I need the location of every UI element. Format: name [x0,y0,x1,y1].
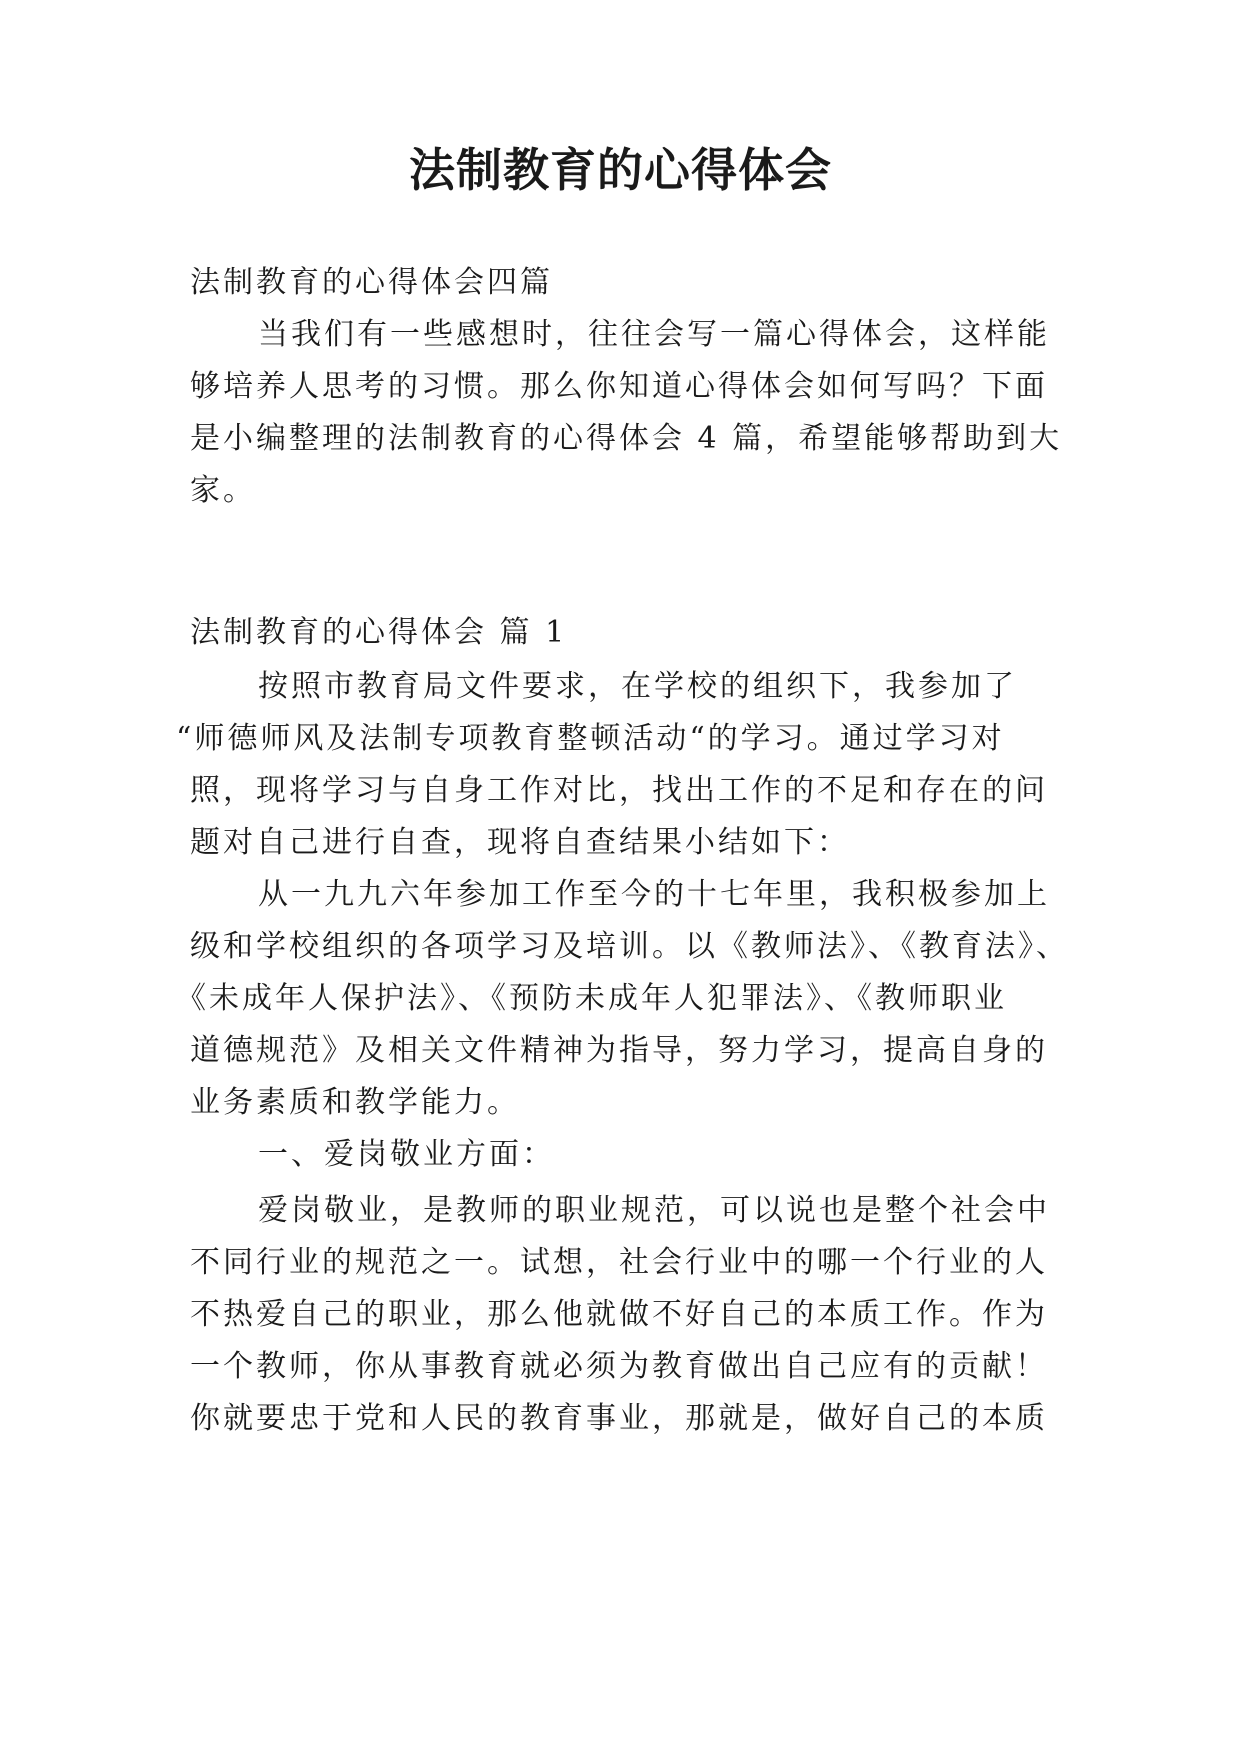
paragraph-line: 按照市教育局文件要求，在学校的组织下，我参加了 [258,669,1017,704]
intro-line: 够培养人思考的习惯。那么你知道心得体会如何写吗？下面 [190,369,1048,404]
paragraph-line: 题对自己进行自查，现将自查结果小结如下： [190,825,850,860]
paragraph-line: 你就要忠于党和人民的教育事业，那就是，做好自己的本质 [190,1401,1048,1436]
intro-line: 家。 [190,473,256,508]
paragraph-line: 业务素质和教学能力。 [190,1085,520,1120]
paragraph-line: 从一九九六年参加工作至今的十七年里，我积极参加上 [258,877,1050,912]
subheading: 一、爱岗敬业方面： [258,1137,555,1172]
intro-line: 是小编整理的法制教育的心得体会 4 篇，希望能够帮助到大 [190,421,1063,456]
intro-line: 当我们有一些感想时，往往会写一篇心得体会，这样能 [258,317,1050,352]
paragraph-line: 爱岗敬业，是教师的职业规范，可以说也是整个社会中 [258,1193,1050,1228]
paragraph-line: “师德师风及法制专项教育整顿活动“的学习。通过学习对 [176,721,1005,756]
section-heading: 法制教育的心得体会 篇 1 [190,615,568,650]
paragraph-line: 一个教师，你从事教育就必须为教育做出自己应有的贡献！ [190,1349,1048,1384]
paragraph-line: 不同行业的规范之一。试想，社会行业中的哪一个行业的人 [190,1245,1048,1280]
document-title: 法制教育的心得体会 [409,143,832,197]
paragraph-line: 照，现将学习与自身工作对比，找出工作的不足和存在的问 [190,773,1048,808]
paragraph-line: 《未成年人保护法》、《预防未成年人犯罪法》、《教师职业 [176,981,1007,1016]
paragraph-line: 道德规范》及相关文件精神为指导，努力学习，提高自身的 [190,1033,1048,1068]
intro-heading: 法制教育的心得体会四篇 [190,265,553,300]
paragraph-line: 不热爱自己的职业，那么他就做不好自己的本质工作。作为 [190,1297,1048,1332]
paragraph-line: 级和学校组织的各项学习及培训。以《教师法》、《教育法》、 [190,929,1069,964]
